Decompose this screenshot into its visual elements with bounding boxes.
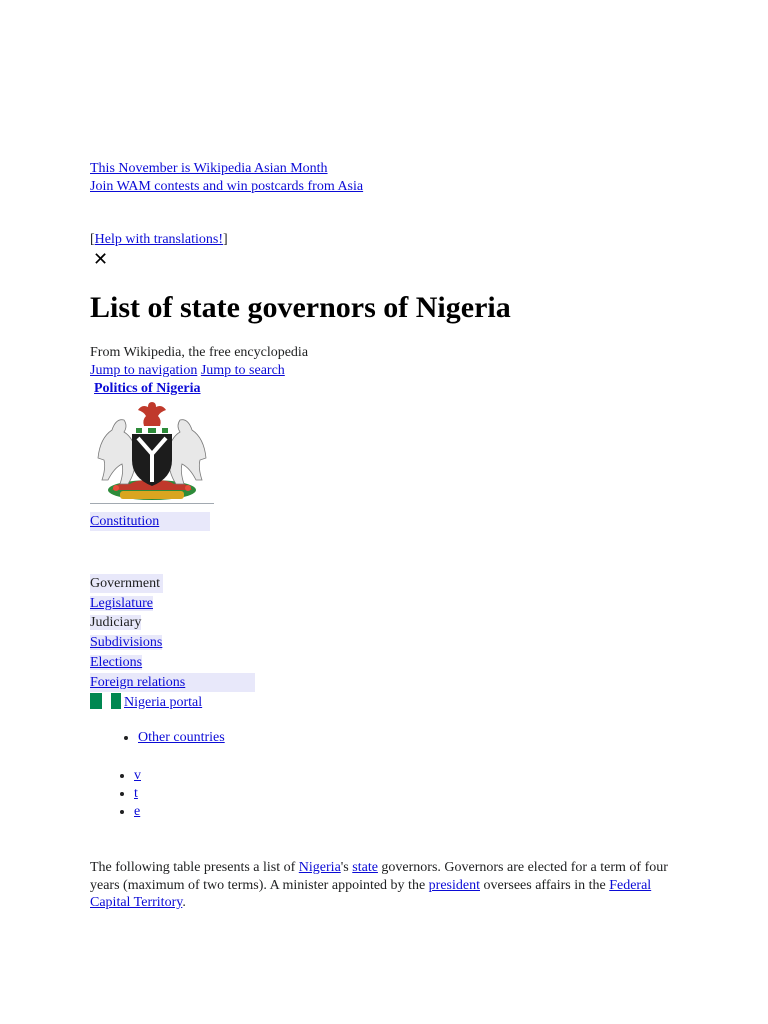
sidebar-item-legislature xyxy=(90,594,153,613)
intro-text: oversees affairs in the xyxy=(480,877,610,893)
page-title: List of state governors of Nigeria xyxy=(90,291,511,324)
wam-banner xyxy=(90,160,363,196)
bracket-open: [ xyxy=(90,232,95,247)
tagline: From Wikipedia, the free encyclopedia xyxy=(90,345,309,360)
intro-text: . xyxy=(182,895,186,910)
other-countries-link[interactable]: Other countries xyxy=(138,730,225,745)
view-template-link[interactable]: v xyxy=(134,768,141,783)
bracket-close: ] xyxy=(222,232,228,247)
constitution-link[interactable]: Constitution xyxy=(90,514,160,529)
sidebar-title xyxy=(94,380,201,398)
government-label: Government xyxy=(90,574,163,593)
nigeria-portal xyxy=(124,694,202,712)
coat-of-arms-emblem[interactable] xyxy=(90,398,214,504)
sidebar-item-subdivisions xyxy=(90,633,162,652)
edit-template-link[interactable]: e xyxy=(134,804,141,819)
help-translations-link[interactable]: Help with translations! xyxy=(94,232,223,247)
intro-text: The following table presents a list of xyxy=(90,860,299,875)
subdivisions-link[interactable]: Subdivisions xyxy=(90,635,163,650)
foreign-relations-link[interactable]: Foreign relations xyxy=(90,675,186,690)
president-link[interactable]: president xyxy=(428,877,480,893)
vte-list xyxy=(110,767,141,821)
intro-text: 's xyxy=(340,860,353,875)
list-item xyxy=(138,729,225,747)
sidebar-item-judiciary xyxy=(90,613,141,632)
legislature-link[interactable]: Legislature xyxy=(90,596,153,611)
sidebar-item-elections xyxy=(90,653,142,672)
jump-to-navigation-link[interactable]: Jump to navigation xyxy=(90,363,198,378)
wam-link-month[interactable]: This November is Wikipedia Asian Month xyxy=(90,161,328,176)
nigeria-portal-link[interactable]: Nigeria portal xyxy=(124,695,203,710)
jump-to-search-link[interactable]: Jump to search xyxy=(200,363,285,378)
sidebar-divider xyxy=(90,503,214,504)
list-item xyxy=(134,767,141,785)
intro-paragraph xyxy=(90,859,680,912)
judiciary-label: Judiciary xyxy=(90,615,142,630)
nigeria-flag-icon xyxy=(90,693,122,709)
politics-of-nigeria-link[interactable]: Politics of Nigeria xyxy=(94,381,201,396)
intro-text: governors. Governors are elected for a term of four years (maximum of two terms). A minister appointed by the xyxy=(90,860,668,893)
jump-links xyxy=(90,362,285,380)
other-countries-list xyxy=(110,729,225,747)
wam-link-contests[interactable]: Join WAM contests and win postcards from Asia xyxy=(90,179,364,194)
state-link[interactable]: state xyxy=(352,860,378,875)
close-icon[interactable]: ✕ xyxy=(93,249,109,270)
federal-capital-territory-link[interactable]: Federal Capital Territory xyxy=(90,877,652,910)
list-item xyxy=(134,785,141,803)
elections-link[interactable]: Elections xyxy=(90,655,143,670)
talk-template-link[interactable]: t xyxy=(134,786,138,801)
sidebar-item-constitution xyxy=(90,512,210,531)
nigeria-link[interactable]: Nigeria xyxy=(298,860,341,875)
help-translations xyxy=(90,231,228,249)
sidebar-item-foreign-relations xyxy=(90,673,255,692)
list-item xyxy=(134,803,141,821)
sidebar-item-government xyxy=(90,574,163,593)
